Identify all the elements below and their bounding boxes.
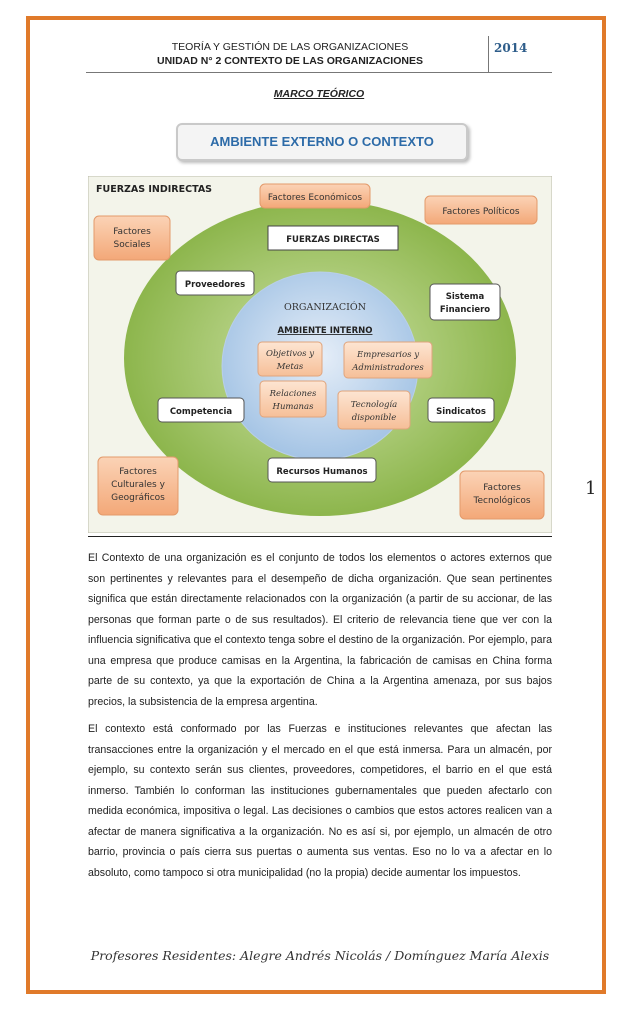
header-divider: [488, 36, 489, 72]
diagram-rule: [88, 536, 552, 537]
factor-culturales-label-2: Culturales y: [111, 480, 165, 490]
direct-forces-box: [268, 226, 398, 250]
direct-forces-title: FUERZAS DIRECTAS: [286, 235, 380, 245]
factor-culturales-label-1: Factores: [119, 467, 157, 477]
internal-objetivos-label-2: Metas: [276, 362, 304, 372]
header-unit: UNIDAD N° 2 CONTEXTO DE LAS ORGANIZACIONES: [157, 55, 423, 67]
internal-objetivos-label-1: Objetivos y: [266, 349, 314, 359]
internal-empresarios-label-1: Empresarios y: [357, 350, 419, 360]
section-title: MARCO TEÓRICO: [273, 88, 365, 100]
header-year: 2014: [494, 41, 528, 55]
factor-tecnologicos: [460, 471, 544, 519]
force-proveedores: [176, 271, 254, 295]
factor-sociales-label-1: Factores: [113, 227, 151, 237]
force-sistema-label-2: Financiero: [439, 305, 491, 315]
factor-culturales: [98, 457, 178, 515]
internal-relaciones-label-1: Relaciones: [269, 389, 317, 399]
footer-authors: Profesores Residentes: Alegre Andrés Nicolás / Domínguez María Alexis: [90, 948, 550, 963]
paragraph: El Contexto de una organización es el conjunto de todos los elementos o actores externos que son pertinentes y relevantes para el desempeño de dicha organización. Que sean pertinentes significa que están directamente relacionados con la organización (a partir de su accionar, de las personas que forman parte o de sus resultados). El criterio de relevancia tiene que ver con la influencia significativa que el contexto tenga sobre el destino de la organización. Por ejemplo, para una empresa que produce camisas en la Argentina, la fabricación de camisas en China forma parte de su contexto, ya que la exportación de China a la Argentina amenaza, por sus bajos precios, la subsistencia de la empresa argentina.: [88, 552, 552, 708]
context-diagram: [88, 176, 552, 533]
force-sistema-label-1: Sistema: [445, 292, 485, 302]
factor-sociales: [94, 216, 170, 260]
internal-tecnologia-label-1: Tecnología: [350, 400, 398, 410]
internal-empresarios: [344, 342, 432, 378]
force-sistema-financiero: [430, 284, 500, 320]
organization-label: ORGANIZACIÓN: [283, 302, 367, 313]
paragraph: El contexto está conformado por las Fuerzas e instituciones relevantes que afectan las transacciones entre la organización y el mercado en el que está inmersa. Para un almacén, por ejemplo, su contexto serán sus clientes, proveedores, competidores, el barrio en el que está inmerso. También lo conforman las instituciones gubernamentales que pueden afectarlo con medida económica, impositiva o legal. Las decisiones o cambios que estos actores realicen van a afectar de manera significativa a la organización. No es así si, por ejemplo, un almacén de otro barrio, provincia o país cierra sus puertas o aumenta sus ventas. Eso no lo va a afectar en lo absoluto, como tampoco si otra municipalidad (no la propia) decide aumentar los impuestos.: [88, 723, 552, 879]
factor-sociales-label-2: Sociales: [113, 240, 151, 250]
force-sindicatos: [428, 398, 494, 422]
page-number: 1: [585, 478, 597, 499]
factor-economicos: [260, 184, 370, 208]
banner-title: AMBIENTE EXTERNO O CONTEXTO: [176, 123, 468, 161]
factor-tecnologicos-label-2: Tecnológicos: [473, 496, 531, 506]
internal-tecnologia-label-2: disponible: [351, 413, 397, 423]
body-text: [88, 548, 552, 890]
force-recursos-humanos: [268, 458, 376, 482]
factor-politicos: [425, 196, 537, 224]
internal-tecnologia: [338, 391, 410, 429]
factor-economicos-label: Factores Económicos: [267, 193, 363, 203]
header-rule: [86, 72, 552, 73]
indirect-forces-title: FUERZAS INDIRECTAS: [96, 184, 213, 195]
factor-tecnologicos-label-1: Factores: [483, 483, 521, 493]
factor-culturales-label-3: Geográficos: [111, 493, 165, 503]
internal-relaciones: [260, 381, 326, 417]
force-sindicatos-label: Sindicatos: [436, 407, 486, 417]
force-rrhh-label: Recursos Humanos: [276, 467, 368, 477]
document-header: [92, 40, 488, 68]
internal-environment-label: AMBIENTE INTERNO: [277, 326, 373, 336]
internal-relaciones-label-2: Humanas: [272, 402, 314, 412]
force-proveedores-label: Proveedores: [184, 280, 246, 290]
internal-empresarios-label-2: Administradores: [352, 363, 424, 373]
factor-politicos-label: Factores Políticos: [442, 207, 520, 217]
force-competencia: [158, 398, 244, 422]
header-course: TEORÍA Y GESTIÓN DE LAS ORGANIZACIONES: [171, 41, 409, 53]
force-competencia-label: Competencia: [169, 407, 233, 417]
internal-objetivos: [258, 342, 322, 376]
